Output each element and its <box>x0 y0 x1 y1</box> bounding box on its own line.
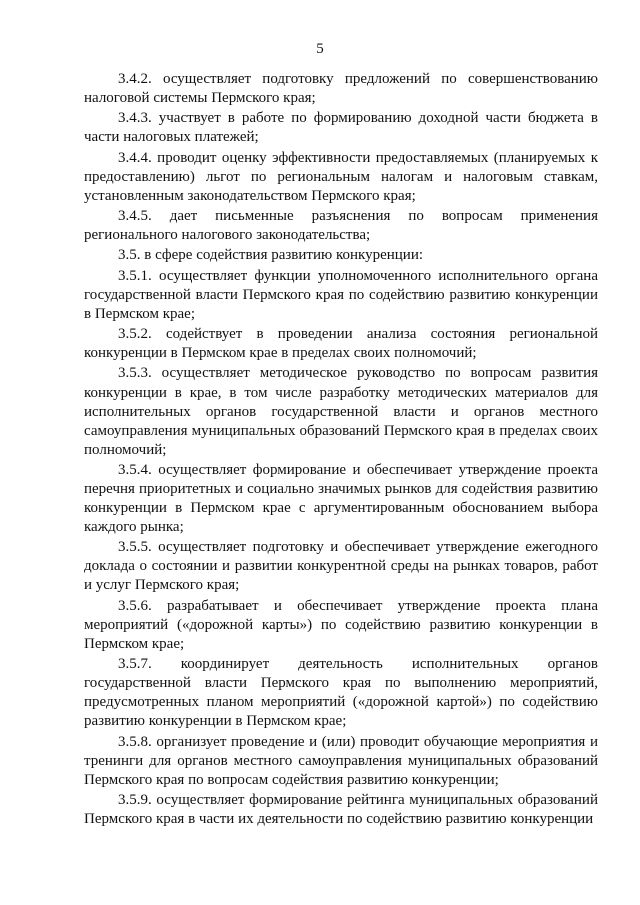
paragraph-3-5-8: 3.5.8. организует проведение и (или) проводит обучающие мероприятия и тренинги для органов местного самоуправления муниципальных образований Пермского края по вопросам содействия развитию конкуренции; <box>84 733 598 788</box>
paragraph-3-5-4: 3.5.4. осуществляет формирование и обеспечивает утверждение проекта перечня приоритетных и социально значимых рынков для содействия развитию конкуренции в Пермском крае с аргументированным обоснованием выбора каждого рынка; <box>84 461 598 536</box>
paragraph-3-5-6: 3.5.6. разрабатывает и обеспечивает утверждение проекта плана мероприятий («дорожной карты») по содействию развитию конкуренции в Пермском крае; <box>84 597 598 652</box>
paragraph-3-5: 3.5. в сфере содействия развитию конкуренции: <box>118 247 424 264</box>
paragraph-3-4-2: 3.4.2. осуществляет подготовку предложений по совершенствованию налоговой системы Пермского края; <box>84 71 598 107</box>
paragraph-3-5-3: 3.5.3. осуществляет методическое руководство по вопросам развития конкуренции в крае, в том числе разработку методических материалов для исполнительных органов государственной власти и органов местного самоуправления муниципальных образований Пермского края в пределах своих полномочий; <box>84 365 598 458</box>
paragraph-3-5-2: 3.5.2. содействует в проведении анализа состояния региональной конкуренции в Пермском крае в пределах своих полномочий; <box>84 326 598 362</box>
paragraph-3-4-4: 3.4.4. проводит оценку эффективности предоставляемых (планируемых к предоставлению) льгот по региональным налогам и налоговым ставкам, установленным законодательством Пермского края; <box>84 149 598 204</box>
paragraph-3-4-5: 3.4.5. дает письменные разъяснения по вопросам применения регионального налогового законодательства; <box>84 208 598 244</box>
paragraph-3-5-1: 3.5.1. осуществляет функции уполномоченного исполнительного органа государственной власти Пермского края по содействию развитию конкуренции в Пермском крае; <box>84 267 598 322</box>
page-number: 5 <box>316 41 324 57</box>
document-body <box>84 70 598 830</box>
paragraph-3-5-7: 3.5.7. координирует деятельность исполнительных органов государственной власти Пермского края по выполнению мероприятий, предусмотренных планом мероприятий («дорожной картой») по содействию развитию конкуренции в Пермском крае; <box>84 656 598 730</box>
paragraph-3-5-9: 3.5.9. осуществляет формирование рейтинга муниципальных образований Пермского края в части их деятельности по содействию развитию конкуренции <box>84 791 598 828</box>
paragraph-3-5-5: 3.5.5. осуществляет подготовку и обеспечивает утверждение ежегодного доклада о состоянии и развитии конкурентной среды на рынках товаров, работ и услуг Пермского края; <box>84 539 598 594</box>
paragraph-3-4-3: 3.4.3. участвует в работе по формированию доходной части бюджета в части налоговых платежей; <box>84 110 598 146</box>
